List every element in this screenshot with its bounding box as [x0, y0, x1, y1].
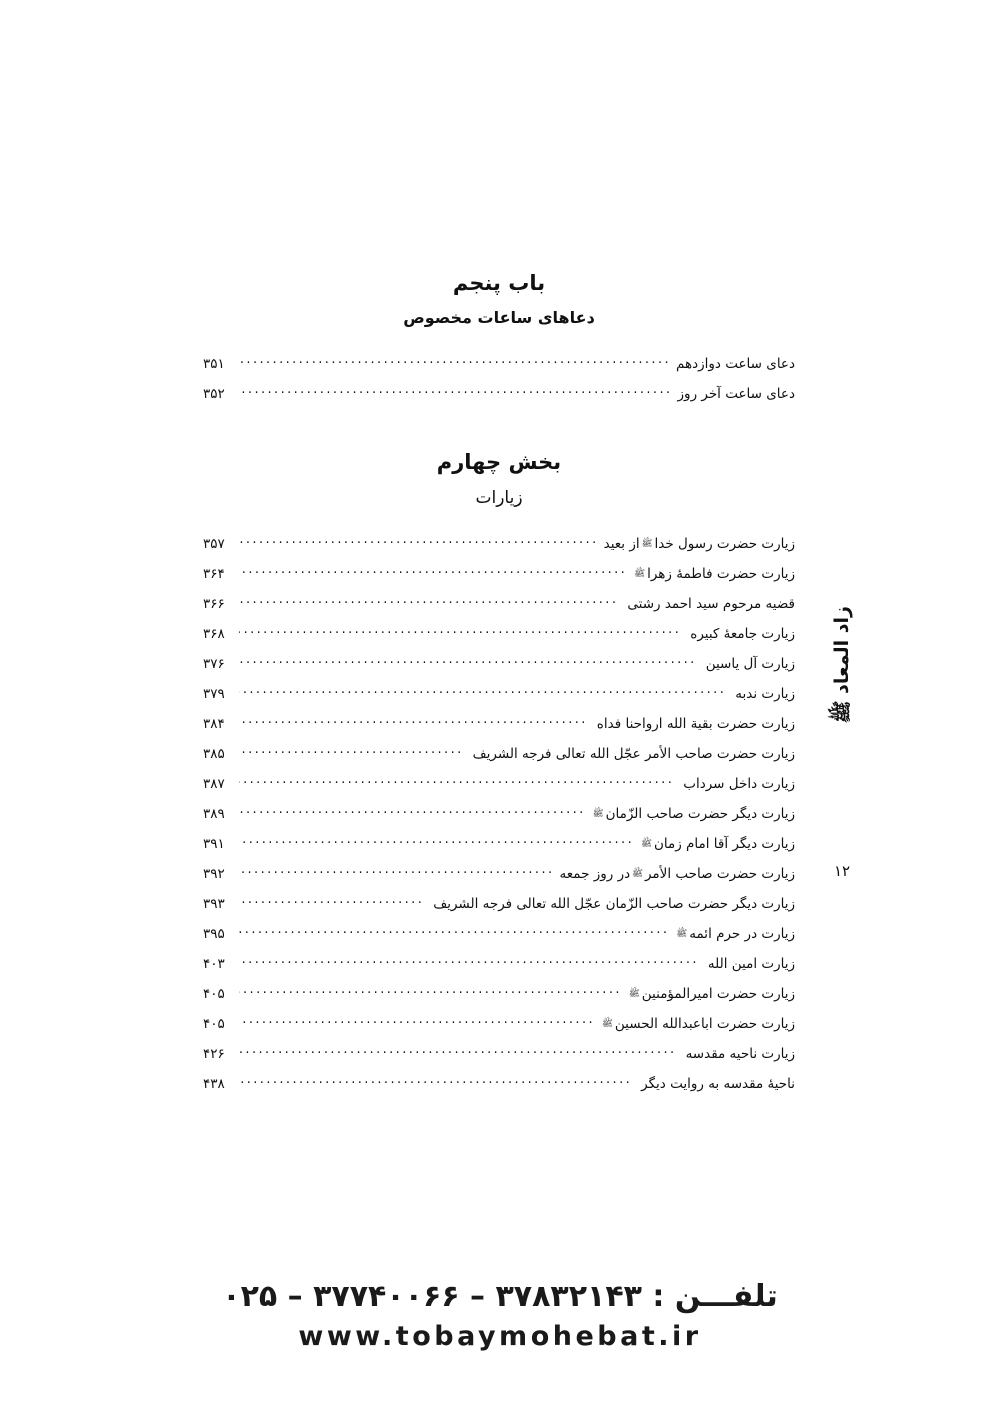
toc-entry-text: قضیه مرحوم سید احمد رشتی: [627, 596, 795, 613]
toc-leader-dots: [239, 1015, 595, 1028]
toc-entry-page: ۳۵۷: [203, 536, 225, 553]
toc-row[interactable]: [203, 925, 795, 955]
toc-leader-dots: [239, 835, 634, 848]
toc-leader-dots: [239, 625, 681, 638]
toc-entry-text: زیارت حضرت فاطمهٔ زهرا: [647, 566, 795, 583]
toc-row[interactable]: [203, 655, 795, 685]
toc-entry-text: زیارت دیگر آقا امام زمان: [653, 836, 795, 853]
toc-leader-dots: [239, 1075, 632, 1088]
section-title: بخش چهارم: [436, 450, 562, 475]
footer-phone: تلفـــن : ۳۷۸۳۲۱۴۳ – ۳۷۷۴۰۰۶۶ – ۰۲۵: [222, 1279, 778, 1314]
toc-entry-label: [699, 656, 795, 672]
toc-entry-text: زیارت ناحیه مقدسه: [685, 1046, 795, 1063]
toc-entry-text: زیارت داخل سرداب: [683, 776, 795, 793]
toc-entry-text: زیارت حضرت بقیة الله ارواحنا فداه: [596, 716, 795, 733]
toc-entry-label: [728, 686, 795, 702]
toc-entry-page: ۳۶۸: [203, 626, 225, 643]
toc-entry-text: زیارت حضرت اباعبدالله الحسین: [614, 1016, 795, 1033]
toc-entry-page: ۳۷۹: [203, 686, 225, 703]
toc-row[interactable]: [203, 895, 795, 925]
section-bab-panjom: [203, 270, 795, 329]
toc-entry-text-after: از بعید: [603, 536, 640, 553]
toc-row[interactable]: [203, 805, 795, 835]
honorific-icon: ﷺ: [632, 869, 643, 880]
toc-entry-label: [636, 836, 795, 853]
toc-row[interactable]: [203, 385, 795, 415]
toc-leader-dots: [239, 775, 674, 788]
toc-entry-page: ۳۷۶: [203, 656, 225, 673]
toc-leader-dots: [239, 805, 586, 818]
toc-entry-page: ۳۸۷: [203, 776, 225, 793]
toc-entry-text: زیارت حضرت امیرالمؤمنین: [641, 986, 795, 1003]
toc-entry-page: ۳۵۱: [203, 356, 225, 373]
toc-entry-page: ۳۹۱: [203, 836, 225, 853]
toc-leader-dots: [239, 595, 618, 608]
toc-entry-label: [701, 956, 795, 972]
toc-entry-label: [629, 566, 795, 583]
toc-entry-text: زیارت در حرم ائمه: [689, 926, 795, 943]
toc-entry-label: [620, 596, 795, 612]
honorific-icon: ﷺ: [676, 929, 688, 940]
toc-entry-page: ۴۰۵: [203, 1016, 225, 1033]
section-subtitle: زیارات: [475, 488, 523, 509]
section-subtitle: دعاهای ساعات مخصوص: [403, 308, 595, 328]
toc-row[interactable]: [203, 1045, 795, 1075]
toc-leader-dots: [239, 745, 464, 758]
toc-entry-page: ۳۵۲: [203, 386, 225, 403]
toc-entry-text: زیارت دیگر حضرت صاحب الزّمان: [605, 806, 795, 823]
toc-entry-text: زیارت حضرت صاحب الأمر: [644, 866, 795, 883]
toc-entry-page: ۳۸۴: [203, 716, 225, 733]
toc-leader-dots: [239, 955, 699, 968]
toc-row[interactable]: [203, 775, 795, 805]
toc-entry-text: زیارت حضرت رسول خدا: [654, 536, 795, 553]
toc-entry-text-after: در روز جمعه: [559, 866, 631, 883]
honorific-icon: ﷺ: [634, 569, 646, 580]
page-footer: [0, 1280, 1000, 1352]
toc-entry-page: ۳۸۵: [203, 746, 225, 763]
toc-entry-label: [426, 896, 795, 912]
footer-website[interactable]: www.tobaymohebat.ir: [298, 1320, 702, 1352]
toc-leader-dots: [239, 535, 599, 548]
toc-list-bakhsh-chaharom: [203, 535, 795, 1105]
toc-entry-label: [683, 626, 795, 642]
running-book-title: [812, 560, 872, 770]
toc-leader-dots: [239, 985, 622, 998]
toc-row[interactable]: [203, 685, 795, 715]
toc-leader-dots: [239, 925, 669, 938]
toc-entry-label: [624, 986, 795, 1003]
toc-entry-page: ۴۳۸: [203, 1076, 225, 1093]
toc-entry-page: ۳۹۵: [203, 926, 225, 943]
toc-leader-dots: [239, 385, 673, 398]
toc-row[interactable]: [203, 715, 795, 745]
toc-leader-dots: [239, 895, 424, 908]
toc-entry-page: ۴۰۳: [203, 956, 225, 973]
toc-leader-dots: [239, 715, 588, 728]
toc-row[interactable]: [203, 835, 795, 865]
honorific-icon: ﷺ: [602, 1019, 613, 1030]
toc-entry-page: ۳۶۴: [203, 566, 225, 583]
toc-row[interactable]: [203, 565, 795, 595]
toc-leader-dots: [239, 685, 726, 698]
toc-leader-dots: [239, 1045, 677, 1058]
toc-entry-label: [671, 926, 795, 943]
toc-entry-label: [601, 536, 795, 553]
toc-entry-label: [466, 746, 795, 762]
toc-entry-text: زیارت دیگر حضرت صاحب الزّمان عجّل الله تعالی فرجه الشریف: [433, 896, 795, 913]
toc-entry-text: زیارت آل یاسین: [705, 656, 795, 673]
toc-leader-dots: [239, 655, 697, 668]
toc-entry-page: ۴۲۶: [203, 1046, 225, 1063]
toc-row[interactable]: [203, 535, 795, 565]
toc-entry-page: ۳۹۳: [203, 896, 225, 913]
toc-entry-page: ۳۸۹: [203, 806, 225, 823]
toc-entry-page: ۴۰۵: [203, 986, 225, 1003]
toc-entry-text: ناحیهٔ مقدسه به روایت دیگر: [641, 1076, 795, 1093]
toc-entry-label: [588, 806, 795, 823]
toc-entry-label: دعای ساعت آخر روز: [677, 386, 795, 403]
toc-entry-text: زیارت جامعهٔ کبیره: [690, 626, 795, 643]
toc-content: [203, 270, 795, 1105]
toc-entry-text: زیارت ندبه: [735, 686, 795, 703]
toc-leader-dots: [239, 355, 671, 368]
toc-row[interactable]: [203, 865, 795, 895]
page-number: ۱۲: [833, 862, 851, 880]
toc-entry-label: [676, 776, 795, 792]
toc-entry-label: [597, 1016, 795, 1033]
toc-row[interactable]: [203, 955, 795, 985]
toc-leader-dots: [239, 865, 555, 878]
honorific-icon: ﷺ: [592, 809, 604, 820]
honorific-icon: ﷺ: [641, 839, 652, 850]
honorific-icon: ﷺ: [641, 539, 653, 550]
toc-row[interactable]: [203, 985, 795, 1015]
toc-entry-page: ۳۶۶: [203, 596, 225, 613]
toc-entry-label: [679, 1046, 795, 1062]
running-book-title-text: زاد المعاد ﷺ: [831, 606, 853, 724]
section-title: باب پنجم: [452, 271, 546, 295]
toc-entry-label: [557, 866, 795, 883]
toc-entry-label: [590, 716, 795, 732]
toc-entry-label: دعای ساعت دوازدهم: [676, 356, 795, 373]
toc-entry-page: ۳۹۲: [203, 866, 225, 883]
toc-list-bab-panjom: [203, 355, 795, 415]
toc-row[interactable]: [203, 595, 795, 625]
toc-row[interactable]: [203, 625, 795, 655]
toc-row[interactable]: [203, 1015, 795, 1045]
toc-row[interactable]: [203, 1075, 795, 1105]
section-bakhsh-chaharom: [203, 449, 795, 509]
toc-row[interactable]: [203, 355, 795, 385]
honorific-icon: ﷺ: [628, 989, 640, 1000]
toc-entry-label: [634, 1076, 795, 1092]
toc-entry-text: زیارت امین الله: [707, 956, 795, 973]
toc-entry-text: زیارت حضرت صاحب الأمر عجّل الله تعالی فرجه الشریف: [472, 746, 795, 763]
toc-row[interactable]: [203, 745, 795, 775]
toc-leader-dots: [239, 565, 627, 578]
